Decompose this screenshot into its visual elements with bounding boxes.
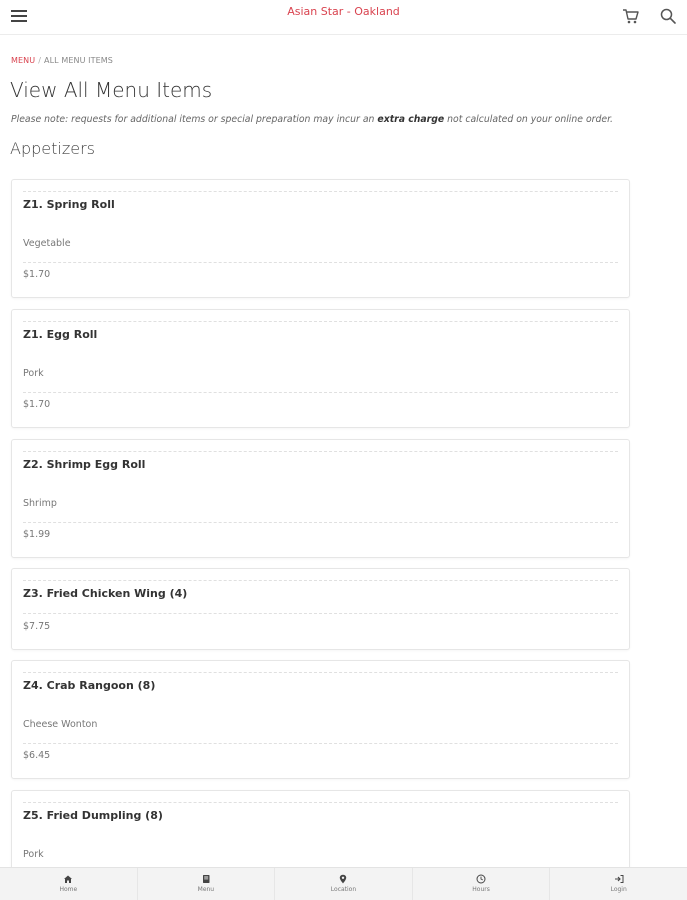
- card-divider: [23, 802, 618, 803]
- order-notice: [11, 114, 613, 125]
- nav-home[interactable]: [0, 868, 138, 900]
- cart-icon[interactable]: [621, 6, 641, 26]
- menu-item-price: $1.70: [23, 399, 51, 410]
- card-divider: [23, 451, 618, 452]
- menu-item-name: Z2. Shrimp Egg Roll: [23, 458, 146, 471]
- breadcrumb-separator: /: [38, 56, 41, 65]
- login-icon: [614, 874, 624, 884]
- restaurant-title[interactable]: Asian Star - Oakland: [287, 5, 400, 18]
- menu-item-description: Pork: [23, 368, 44, 379]
- menu-item-description: Pork: [23, 849, 44, 860]
- nav-menu[interactable]: [138, 868, 276, 900]
- card-divider: [23, 613, 618, 614]
- nav-location-label: Location: [330, 886, 357, 893]
- card-divider: [23, 522, 618, 523]
- top-bar: [0, 0, 687, 35]
- notice-text-after: not calculated on your online order.: [447, 114, 613, 125]
- menu-item-card[interactable]: [11, 309, 630, 428]
- card-divider: [23, 191, 618, 192]
- breadcrumb-menu-link[interactable]: MENU: [11, 56, 36, 65]
- breadcrumb-current: ALL MENU ITEMS: [44, 56, 113, 65]
- notice-emphasis: extra charge: [377, 114, 445, 125]
- menu-item-name: Z4. Crab Rangoon (8): [23, 679, 156, 692]
- page-title: View All Menu Items: [10, 78, 213, 102]
- menu-item-card[interactable]: [11, 660, 630, 779]
- card-divider: [23, 743, 618, 744]
- menu-item-name: Z3. Fried Chicken Wing (4): [23, 587, 188, 600]
- card-divider: [23, 262, 618, 263]
- menu-item-price: $1.99: [23, 529, 51, 540]
- nav-location[interactable]: [275, 868, 413, 900]
- menu-item-name: Z1. Egg Roll: [23, 328, 98, 341]
- nav-login-label: Login: [610, 886, 627, 893]
- nav-menu-label: Menu: [197, 886, 215, 893]
- menu-item-price: $6.45: [23, 750, 51, 761]
- clock-icon: [476, 874, 486, 884]
- menu-item-card[interactable]: [11, 179, 630, 298]
- card-divider: [23, 672, 618, 673]
- breadcrumb: [11, 56, 113, 65]
- book-icon: [201, 874, 211, 884]
- nav-login[interactable]: [550, 868, 687, 900]
- menu-item-price: $1.70: [23, 269, 51, 280]
- search-icon[interactable]: [658, 6, 678, 26]
- menu-item-description: Shrimp: [23, 498, 57, 509]
- card-divider: [23, 580, 618, 581]
- card-divider: [23, 392, 618, 393]
- nav-hours-label: Hours: [472, 886, 490, 893]
- menu-item-description: Cheese Wonton: [23, 719, 98, 730]
- bottom-navigation: [0, 867, 687, 900]
- menu-item-name: Z5. Fried Dumpling (8): [23, 809, 163, 822]
- map-pin-icon: [338, 874, 348, 884]
- nav-home-label: Home: [59, 886, 78, 893]
- notice-text-before: Please note: requests for additional items or special preparation may incur an: [11, 114, 375, 125]
- home-icon: [63, 874, 73, 884]
- menu-item-price: $7.75: [23, 621, 51, 632]
- menu-item-card[interactable]: [11, 568, 630, 650]
- menu-item-description: Vegetable: [23, 238, 71, 249]
- section-title-appetizers: Appetizers: [10, 139, 95, 158]
- nav-hours[interactable]: [413, 868, 551, 900]
- menu-item-name: Z1. Spring Roll: [23, 198, 115, 211]
- menu-item-card[interactable]: [11, 439, 630, 558]
- card-divider: [23, 321, 618, 322]
